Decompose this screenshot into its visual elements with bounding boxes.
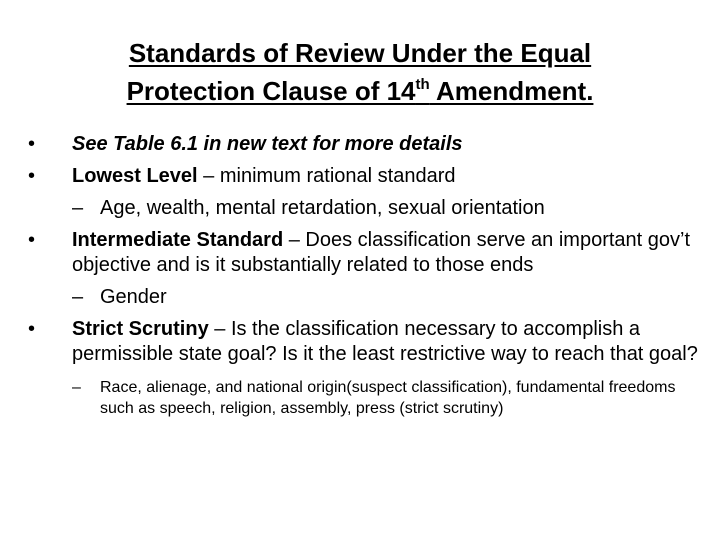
dash-icon: – [72, 286, 84, 308]
dash-icon: – [72, 197, 84, 219]
slide-body [28, 132, 708, 419]
bullet-icon: • [28, 229, 36, 251]
bullet-intermediate-standard [28, 228, 708, 278]
bullet-rest: – Does classification serve an important gov’t objective and is it substantially related to those ends [72, 229, 691, 276]
bullet-icon: • [28, 133, 36, 155]
bullet-icon: • [28, 165, 36, 187]
bullet-lead: Intermediate Standard [72, 229, 284, 251]
title-line-1: Standards of Review Under the Equal [128, 38, 592, 68]
bullet-lead: Strict Scrutiny [72, 318, 209, 340]
bullet-icon: • [28, 318, 36, 340]
sub-bullet-text: Age, wealth, mental retardation, sexual orientation [100, 197, 545, 219]
title-superscript: th [415, 76, 430, 93]
dash-icon: – [72, 379, 81, 396]
slide-title [20, 34, 700, 110]
bullet-rest: – minimum rational standard [197, 165, 456, 187]
title-line-2b: Amendment. [429, 76, 594, 106]
bullet-lowest-level [28, 164, 708, 189]
sub-bullet-intermediate [28, 285, 708, 310]
sub-bullet-lowest-level [28, 196, 708, 221]
bullet-rest: – Is the classification necessary to accomplish a permissible state goal? Is it the least restrictive way to reach that goal? [72, 318, 698, 365]
sub-bullet-text: Race, alienage, and national origin(suspect classification), fundamental freedoms such as speech, religion, assembly, press (strict scrutiny) [100, 379, 676, 417]
bullet-strict-scrutiny [28, 317, 708, 367]
bullet-text: See Table 6.1 in new text for more details [72, 133, 463, 155]
bullet-lead: Lowest Level [72, 165, 198, 187]
sub-bullet-strict-scrutiny [28, 377, 708, 419]
bullet-see-table [28, 132, 708, 157]
title-line-2a: Protection Clause of 14 [126, 76, 416, 106]
sub-bullet-text: Gender [100, 286, 167, 308]
